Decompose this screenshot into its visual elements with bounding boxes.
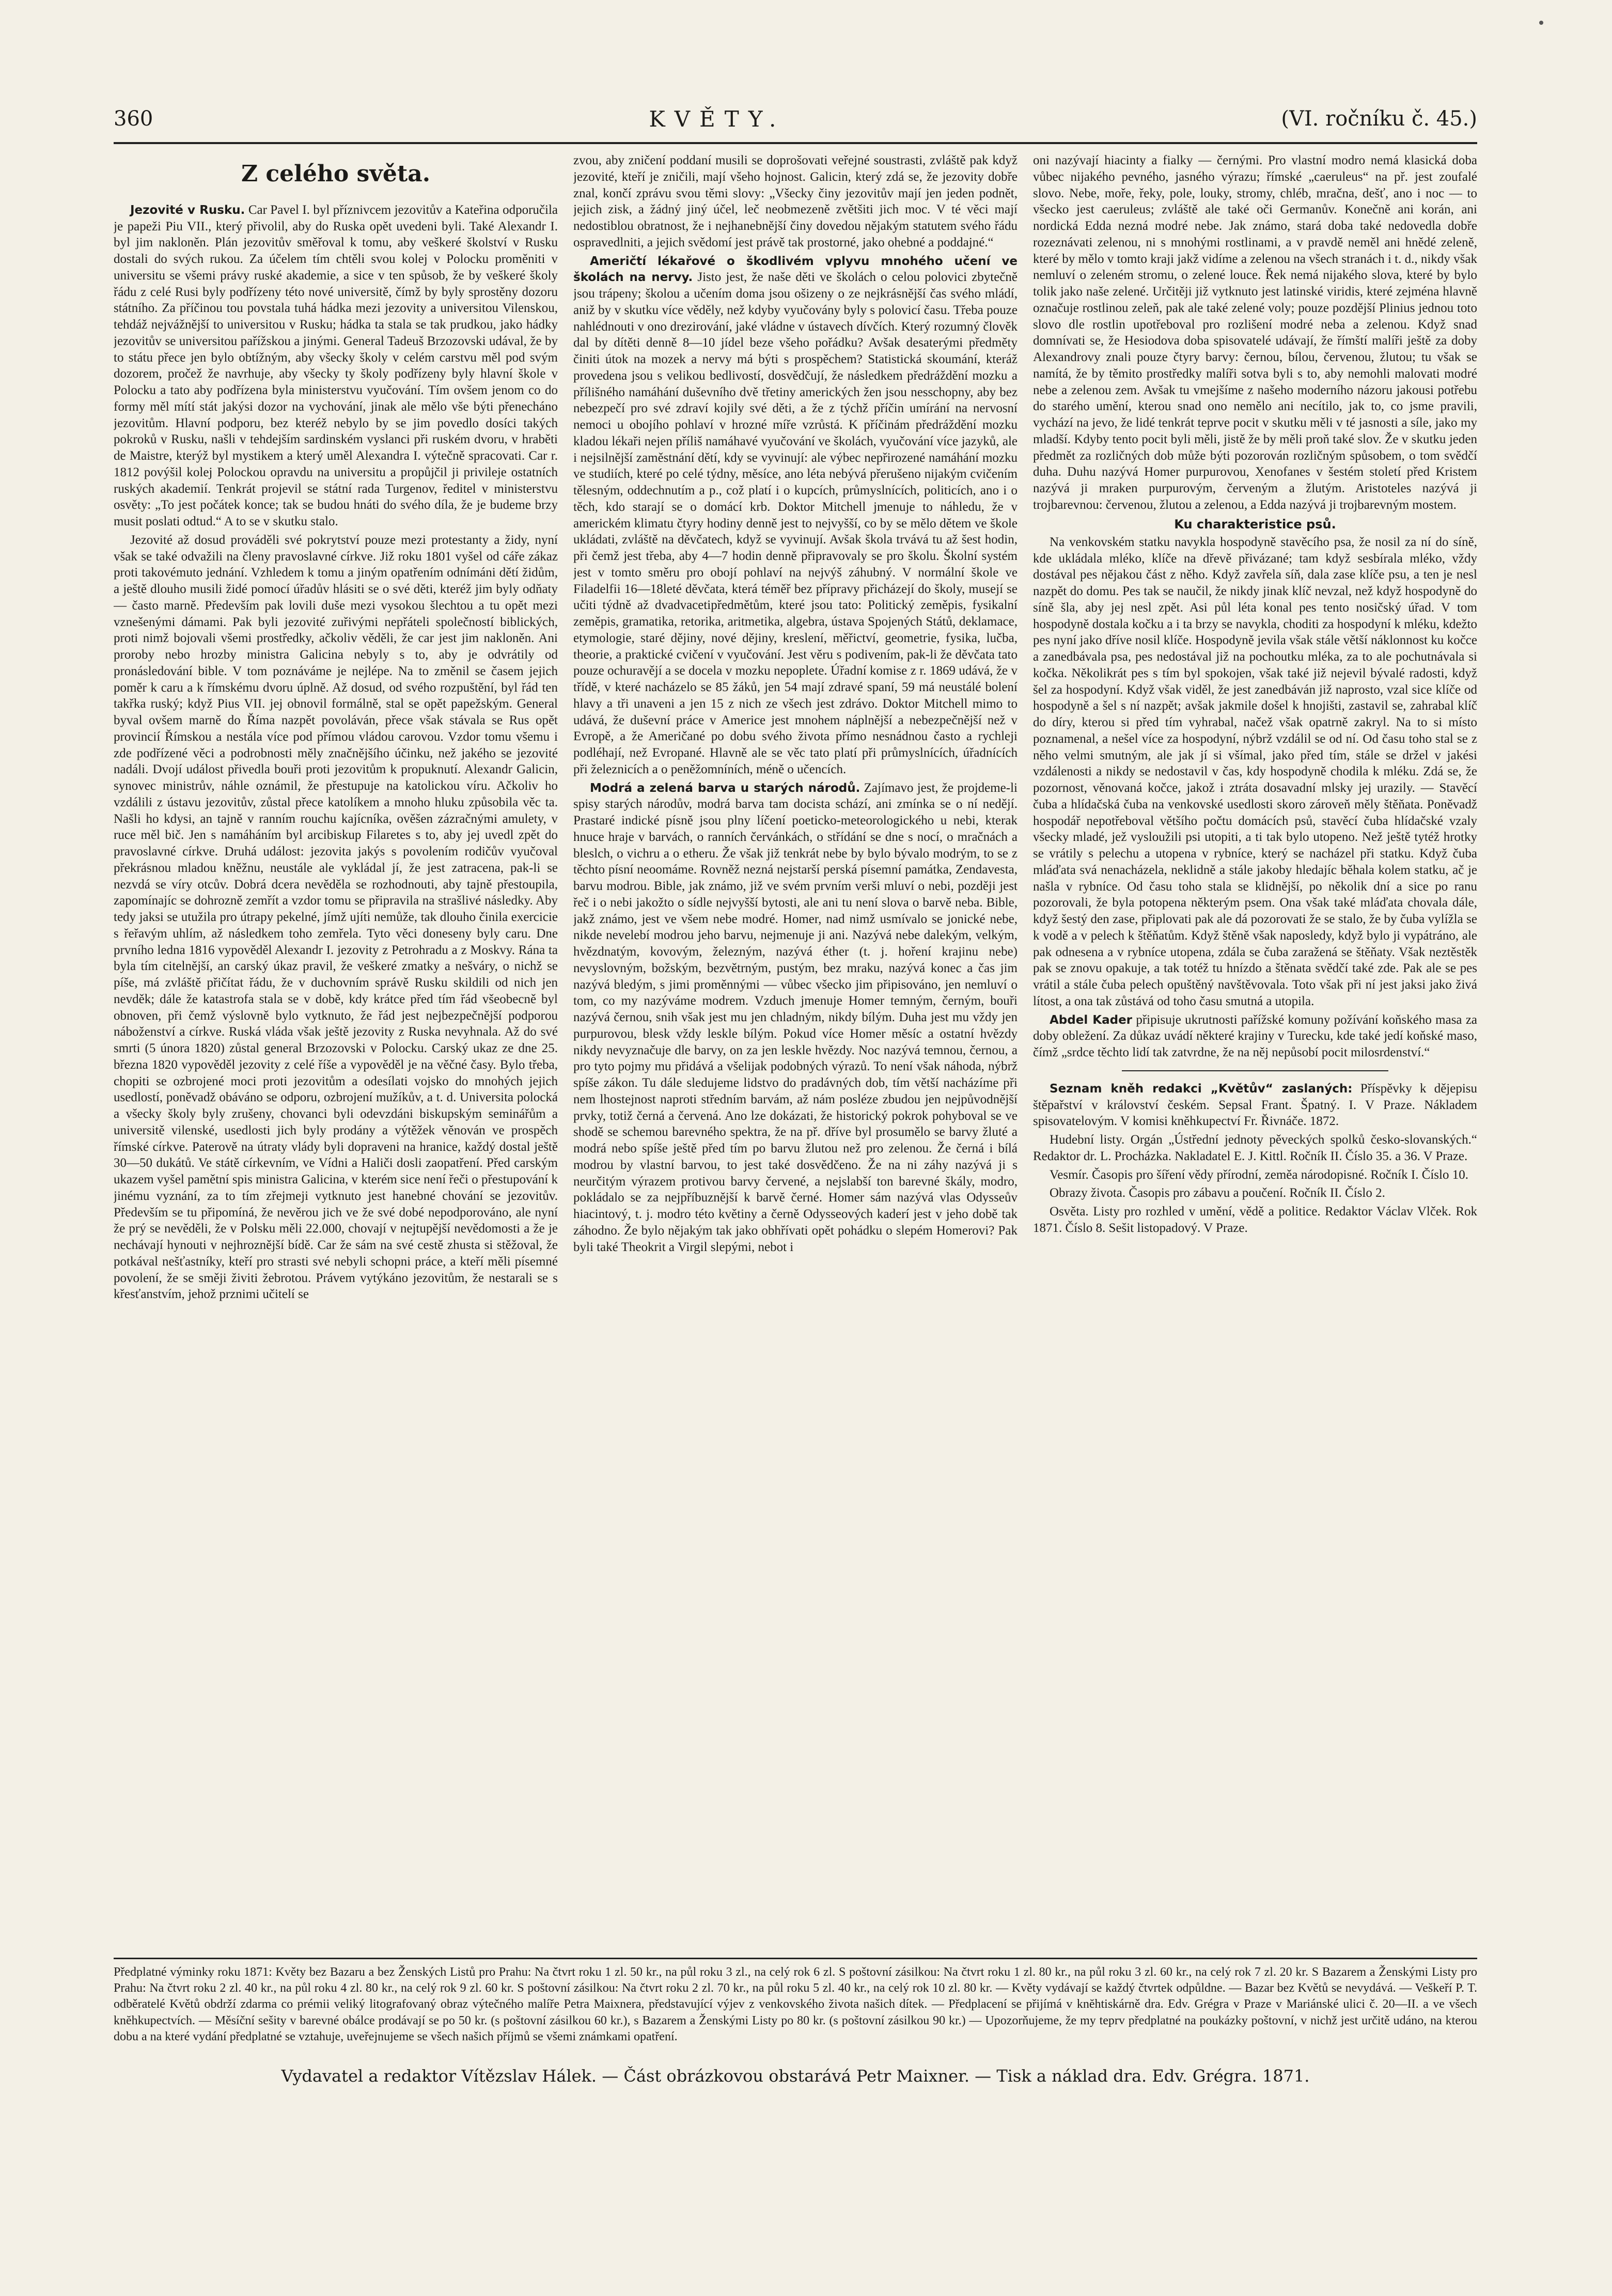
article-lead: Modrá a zelená barva u starých národů.	[590, 781, 860, 795]
article-jesuits	[114, 202, 558, 530]
article-lead: Abdel Kader	[1050, 1013, 1133, 1027]
header-rule	[114, 142, 1477, 144]
article-text: Jisto jest, že naše děti ve školách o celou polovici zbytečně jsou trápeny; školou a učením doma jsou ošizeny o ze nejkrásnější čas svého mládí, aniž by v skutku více věděly, než kdyby vyučovány byly s polovicí času. Třeba pouze nahlédnouti v ono drezirování, jaké vládne v ústavech dívčích. Který rozumný člověk dal by dítěti denně 8—10 jídel beze všeho pořádku? Avšak desaterými předměty činiti útok na mozek a nervy má býti s prospěchem? Statistická skoumání, kteráž provedena jsou s velikou bedlivostí, dosvědčují, že následkem předráždění mozku a přílišného namáhání duševního dvě třetiny amerických žen jsou nesschopny, aby bez nebezpečí pro své zdraví kojily své děti, a že z týchž příčin umírání na nervosní nemoci u obojího pohlaví v hrozné míře vzrůstá. K příčinám předráždění mozku kladou lékaři nejen příliš namáhavé vyučování ve školách, vyučování více jazyků, ale i nejsilnější zaměstnání dětí, kdy se vyvinují: ale výbec nepřirozené namáhání mozku ve studiích, které po celé týdny, měsíce, ano léta nebývá přerušeno nijakým cvičením tělesným, oddechnutím a p., což platí i o kupcích, průmyslnících, politicích, ano i o těch, kdo starají se o domácí krb. Doktor Mitchell jmenuje to náhledu, že v americkém klimatu čtyry hodiny denně jest to nejvyšší, co by se mělo dětem ve škole ukládati, zvláště na děvčatech, když se vyvinují. Avšak škola trvává tu až šest hodin, při čemž jest třeba, aby 4—7 hodin denně připravovaly se pro školu. Školní systém jest v tomto směru pro obojí pohlaví na nejvýš záhubný. V normální škole ve Filadelfii 16—18leté děvčata, která téměř bez přípravy přicházejí do školy, musejí se učiti týdně až dvadvacetipředmětům, které jsou tato: Politický zeměpis, fysikalní zeměpis, gramatika, retorika, aritmetika, algebra, ústava Spojených Států, deklamace, etymologie, staré dějiny, nové dějiny, kreslení, měřictví, geometrie, fysika, lučba, theorie, a praktické cvičení v vyučování. Jest věru s podivením, pak-li že děvčata tato pouze ochuravějí a se docela v mozku nepoplete. Úřadní komise z r. 1869 udává, že v třídě, v které nacházelo se 85 žáků, jen 54 mají zdravé spaní, 59 má neustálé bolení hlavy a tři unaveni a jen 15 z nich ze všech jest zdrávo. Doktor Mitchell mimo to udává, že duševní práce v Americe jest mnohem náplnější a nebezpečnější než v Evropě, a že Američané po dobu svého života přímo nesnádnou často a rychleji podléhají, než Evropané. Hlavně ale se věc tato platí při průmyslnících, úřadnících při železnicích a o peněžomníních, méně o učencích.	[573, 270, 1018, 776]
newspaper-page	[114, 103, 1477, 2169]
article-heading: Ku charakteristice psů.	[1174, 517, 1336, 532]
article-text: Jezovité až dosud prováděli své pokrytství pouze mezi protestanty a židy, nyní však se také odvažili na členy pravoslavné církve. Již roku 1801 vyšel od cáře zákaz proti takovémuto jednání. Vzhledem k tomu a jiným opatřením odnímáni dětí židům, a ještě dlouho musili židé pomocí úřadův hlásiti se o své děti, kteréž jim byly odňaty — často marně. Především pak lovili duše mezi vysokou šlechtou a tu opět mezi vznešenými dámami. Pak byli jezovité zuřivými nepřáteli společností biblických, proti nimž bojovali všemi prostředky, ačkoliv věděli, že car jest jim nakloněn. Ani proroby nebo hrozby ministra Galicina nebyly s to, aby je odvrátily od pronásledování bible. V tom poznáváme je nejlépe. Na to změnil se časem jejich poměr k caru a k římskému dvoru úplně. Až dosud, od svého rozpuštění, byl řád ten takřka ruský; když Pius VII. jej obnovil formálně, stal se opět papežským. General byval ovšem marně do Říma nazpět povoláván, přece však stávala se Rus opět provincií Římskou a nestála více pod přímou vládou carovou. Vzdor tomu všemu i zde podřízené věci a podrobnosti měly značnějšího účinku, než jakého se jezovité nadáli. Dvojí událost přivedla bouři proti jezovitům k propuknutí. Alexandr Galicin, synovec ministrův, náhle oznámil, že přestupuje na katolickou víru. Ačkoliv ho vzdálili z ústavu jezovitův, zůstal přece katolíkem a mnoho hluku způsobila věc ta. Našli ho kdysi, an tajně v ranním rouchu kajícníka, ověšen zázračnými amulety, v ruce měl bič. Jen s namáháním byl arcibiskup Filaretes s to, aby jej uvedl zpět do pravoslavné církve. Druhá událost: jezovita jakýs s povolením rodičův vyučoval překrásnou mladou kněžnu, neustále ale vykládal jí, že jest zatracena, pak-li se nezvdá se víry otcův. Dobrá dcera nevěděla se rozhodnouti, aby tajně přestoupila, zapomínajíc se dohrozně zemřít a vzdor tomu se připravila na strašlivé následky. Aby tedy jaksi se utužila pro útrapy pekelné, jímž ujíti nemůže, tak dlouho činila exercicie s řeřavým uhlím, až následkem toho zemřela. Tyto věci doneseny byly caru. Dne prvního ledna 1816 vypověděl Alexandr I. jezovity z Petrohradu a z Moskvy. Rána ta byla tím citelnější, an carský úkaz pravil, že veškeré zmatky a nešváry, o nichž se píše, má zvláště přičítat řádu, že v duchovním správě Rusku skildili od nich jen nevděk; dále že katastrofa stala se v době, kdy krátce před tím řád všeobecně byl obnoven, při čemž výslovně bylo vytknuto, že řád jest nejbezpečnější podporou náboženství a církve. Ruská vláda však ještě jezovity z Ruska nevyhnala. Až do své smrti (5 února 1820) zůstal general Brzozovski v Polocku. Carský ukaz ze dne 25. března 1820 vypověděl jezovity z celé říše a vypověděl je na věčné časy. Bylo třeba, chopiti se ozbrojené moci proti jezovitům a odesílati vojsko do mnohých jejich usedlostí, poněvadž obáváno se odporu, ozbrojení mužíkův, a t. d. Universita polocká a všecky školy byly zrušeny, chovanci byli odevzdáni biskupským seminářům a universitě vilenské, usedlosti jich byly prodány a výtěžek věnován ve prospěch římské církve. Paterově na útraty vlády byli dopraveni na hranice, každý dostal ještě 30—50 dukátů. Ve státě církevním, ve Vídni a Haliči dosli zaopatření. Před carským ukazem vyšel pamětní spis ministra Galicina, v kterém sice není řeči o přestupování k jinému vyznání, za to tím zřejmeji vytknuto jest hanebné chování se jezovitův. Především se tu připomíná, že nevěrou jich ve že své dobé nepodporováno, ale nyní že prý se nevěděli, že v Polsku měli 22.000, chovají v nejtupější nevědomosti a že je nechávají hynouti v nejhroznější bídě. Car že sám na své cestě zhusta si stěžoval, že potkával nešťastníky, kteří pro strasti své nebyli schopni práce, a kteří měli písemné povolení, že se směji živiti žebrotou. Právem vytýkáno jezovitům, že nestarali se s křesťanstvím, jehož prznimi učitelí se	[114, 533, 558, 1302]
books-entry: Obrazy života. Časopis pro zábavu a poučení. Ročník II. Číslo 2.	[1050, 1186, 1385, 1200]
article-text: Na venkovském statku navykla hospodyně stavěcího psa, že nosil za ní do síně, kde ukládala mléko, klíče na dřevě přivázané; tam když sesbírala mléko, vždy dostával pes nějakou část z něho. Když zavřela síň, dala zase klíče psu, a ten je nesl nazpět do domu. Pes tak se naučil, že nikdy jinak klíč nevzal, než když hospodyně do síně šla, aby jej nesl zpět. Asi půl léta konal pes tento nosičský úřad. V tom hospodyně dostala kočku a i ta brzy se navykla, choditi za hospodyní k mléku, kdežto pes nyní jako dříve nosil klíče. Hospodyně jevila však stále větší náklonnost ku kočce a zanedbávala psa, pes nedostával již na pochoutku mléka, za to ale pochutnávala si kočka. Několikrát pes s tím byl spokojen, však také již nejevil bývalé radosti, když šel za hospodyní. Když však viděl, že jest zanedbáván již naprosto, vzal sice klíče od hospodyně a šel s ní nazpět; avšak jakmile došel k hnojišti, zastavil se, zahrabal klíč do díry, kterou si před tím vyhrabal, načež však opatrně zakryl. Na to si místo poznamenal, a nešel více za hospodyní, nýbrž vzdálil se od ní. Od času toho stal se z něho velmi smutným, ale jak jí si všímal, jako před tím, stále se držel v jakési vzdálenosti a nikdy se nedostavil v čas, kdy hospodyně chodila k mléku. Zdá se, že pozornost, věnovaná kočce, jakož i ztráta dosavadní mlsky jej urazily. — Stavěcí čuba a hlídačská čuba na venkovské usedlosti skoro zároveň měly štěňata. Poněvadž hospodář nepotřeboval většího počtu domácích psů, stavěcí čuba hlídačské vzaly všecky mladé, jež vysloužili psi utopiti, a ti tak bylo utopeno. Než ještě tytéž hrotky se vrátily s pelechu a utopena v rybníce, který se nacházel při statku. Když čuba mláďata svá nenacházela, neklidně a stále jakoby hledajíc běhala kolem statku, ač je našla v rybníce. Od času toho stala se klidnější, po několik dní a sice po ranu pozorovali, že byla potopena některým psem. Ona však také mláďata chovala dále, když šestý den zase, připlovati pak ale dá pozorovati že se stalo, že by čuba vylížla se k vodě a v pelech k štěňatům. Když štěně však naposledy, když bylo ji vypátráno, ale pak odnesena a v rybníce utopena, zdála se čuba zaražená se štěňaty. Však neztěstěk pak se znovu opakuje, a tak totéž tu hnízdo a štěnata svědčí také zde. Pak ale se pes vrátil a stále čuba pelech opuštěný navštěvovala. Toto však při ní jest jaksi jako živá lítost, a ona tak zůstává od toho času smutná a utopila.	[1033, 535, 1477, 1008]
subscription-info: Předplatné výminky roku 1871: Květy bez Bazaru a bez Ženských Listů pro Prahu: Na čtvrt roku 1 zl. 50 kr., na půl roku 3 zl., na celý rok 6 zl. S poštovní zásilkou: Na čtvrt roku 1 zl. 80 kr., na půl roku 3 zl. 60 kr., na celý rok 7 zl. 20 kr. S Bazarem a Ženskými Listy pro Prahu: Na čtvrt roku 2 zl. 40 kr., na půl roku 4 zl. 80 kr., na celý rok 9 zl. 60 kr. S poštovní zásilkou: Na čtvrt roku 2 zl. 70 kr., na půl roku 5 zl. 40 kr., na celý rok 10 zl. 80 kr. — Květy vydávají se každý čtvrtek odpůldne. — Bazar bez Květů se nevydává. — Veškeří P. T. odběratelé Květů obdrží zdarma co prémii veliký litografovaný obraz výtečného malíře Petra Maixnera, představující výjev z venkovského života našich dítek. — Předplacení se přijímá v knĕhtiskárně dra. Edv. Grégra v Praze v Mariánské ulici č. 20—II. a ve všech knĕhkupectvích. — Měsíční sešity v barevné obálce prodávají se po 50 kr. (s poštovní zásilkou 60 kr.), s Bazarem a Ženskými Listy po 80 kr. (s poštovní zásilkou 90 kr.) — Upozorňujeme, že my teprv předplatné na poukázky poštovní, v nichž jest určitě udáno, na kterou dobu a na které vydání předplatné se vztahuje, uveřejnujeme se všech našich příjmů se všemi známkami opatření.	[114, 1965, 1477, 2043]
page-speck	[1539, 21, 1543, 25]
column-2	[573, 152, 1018, 1947]
books-entry	[1033, 1081, 1477, 1130]
books-entry: Vesmír. Časopis pro šíření vědy přírodní, zeměa národopisné. Ročník I. Číslo 10.	[1050, 1167, 1468, 1182]
books-list	[1033, 1081, 1477, 1237]
column-1	[114, 152, 558, 1947]
article-colors	[573, 780, 1018, 1256]
section-title: Z celého světa.	[241, 161, 431, 187]
imprint-line: Vydavatel a redaktor Vítězslav Hálek. — Část obrázkovou obstarává Petr Maixner. — Tisk a náklad dra. Edv. Grégra. 1871.	[281, 2066, 1310, 2086]
article-lead: Američtí lékařové o škodlivém vplyvu mnohého učení ve školách na nervy.	[573, 254, 1018, 285]
article-abdel-kader	[1033, 1012, 1477, 1061]
magazine-title: KVĚTY.	[649, 106, 786, 132]
article-text: oni nazývají hiacinty a fialky — černými. Pro vlastní modro nemá klasická doba vůbec nijakého pevného, jasného výrazu; římské „caeruleus“ na př. jest zoufalé slovo. Nebe, moře, řeky, pole, louky, stromy, chléb, mračna, dešť, ano i noc — to všecko jest caeruleus; zvláště ale také oči Germanův. Konečně ani korán, ani nordická Edda nezná modré nebe. Jak známo, stará doba také nedovedla dobře rozeznávati zelenou, ni s mnohými rostlinami, a v pravdě neměl ani hnědé zeleně, které by mělo v tomto kraji jakž vidíme a zelenou na všech stranách i t. d., nikdy však nemluví o zeleném stromu, o zelené louce. Řek nemá nijakého slova, které by bylo tolik jako naše zelené. Určitěji již vytknuto jest latinské viridis, které zejména hlavně označuje rostlinou zeleň, pak ale také zelené voly; pouze pozdější Plinius jednou toto slovo dle rostlin upotřeboval pro rozlišení modré neba a zelenou. Když snad domnívati se, že Hesiodova doba spisovatelé udávají, že římští malíři ještě za doby Alexandrovy znali pouze čtyry barvy: černou, bílou, červenou, žlutou; tu však se namítá, že by těmito prostředky malíři sotva byli s to, aby nemohli malovati modré nebe a zelenou zem. Avšak tu vmejšíme z našeho moderního názoru jakousi potřebu do starého umění, kterou snad ono nemělo ani necítilo, jak to, co jsme pravili, vychází na jevo, že lidé tenkrát teprve pocit v skutku měli v té jasnosti a síle, jako my mladší. Kdyby tento pocit byli měli, jistě že by měli proň také slov. Že v skutku jeden předmět za rozličných dob může býti pozorován rozličným spůsobem, o tom svědčí duha. Duhu nazývá Homer purpurovou, Xenofanes v šestém století před Kristem nazývá ji mraken purpurovým, červeným a žlutým. Aristoteles nazývá ji trojbarevnou: červenou, žlutou a zelenou, a Edda nazývá ji trojbarevným mostem.	[1033, 153, 1477, 512]
article-text: Car Pavel I. byl příznivcem jezovitův a Kateřina odporučila je papeži Piu VII., který přivolil, aby do Ruska opět uvedeni byli. Také Alexandr I. byl jim nakloněn. Plán jezovitův směřoval k tomu, aby veškeré školství v Rusku dostali do svých rukou. Za účelem tím chtěli svou kolej v Polocku proměniti v universitu se všemi právy ruské akademie, a sice v ten spůsob, že by veškeré školy řádu z celé Rusi byly podřízeny této nové universitě, čímž by byly sprostěny dozoru státního. Za příčinou tou povstala tuhá hádka mezi jezovity a universitou Vilenskou, tehdáž nejvážnější to universitou v Rusku; hádka ta stala se tak prudkou, jako hádky jezovitův se universitou pařížskou a jinými. General Tadeuš Brzozovski udával, že by to státu přece jen bylo obtížným, aby všecky školy v celém carstvu měl pod svým dozorem, pročež že navrhuje, aby všecky ty školy podřízeny byly hlavní škole v Polocku a tato aby podřízena byla ministerstvu vyučování. Tím ovšem jenom co do formy měl mítí stát jakýsi dozor na vychování, jinak ale mělo vše býti přenecháno jezovitům. Hlavní podporu, bez kteréž nebylo by se jim povedlo dosíci takých pokroků v Rusku, našli v tehdejším sardinském vyslanci při ruském dvoru, v hraběti de Maistre, kterýž byl mystikem a který uměl Alexandra I. výtečně spracovati. Car r. 1812 povýšil kolej Polockou opravdu na universitu a propůjčil ji privileje ostatních ruských akademií. Tenkrát projevil se státní rada Turgenov, ředitel v ministerstvu osvěty: „To jest počátek konce; tak se budou hnáti do svého díla, že je budeme brzy musit poslati odtud.“ A to se v skutku stalo.	[114, 202, 558, 529]
article-doctors	[573, 253, 1018, 778]
page-header	[114, 103, 1477, 134]
article-text: Zajímavo jest, že projdeme-li spisy starých národův, modrá barva tam docista schází, ani zmínka se o ní nedějí. Prastaré indické písně jsou plny líčení poeticko-meteorologického u nebi, kterak hnuce hraje v barvách, o ranních červánkách, o střídání se dne s nocí, o mračnách a bleslch, o vichru a o etheru. Že však již tenkrát nebe by bylo bývalo modrým, to se z těchto písní neoomáme. Rovněž nezná nejstarší perská písemní památka, Zendavesta, barvu modrou. Bible, jak známo, již ve svém prvním verši mluví o nebi, později jest řeč i o nebi jakožto o sídle nejvyšší bytosti, ale ani tu není slova o barvě neba. Bible, jakž známo, jest ve všem nebe modré. Homer, nad nimž usmívalo se jonické nebe, nikde nevelebí modrou jeho barvu, nejmenuje ji ani. Nazývá nebe dalekým, velkým, hvězdnatým, kovovým, železným, nazývá éther (t. j. hoření krajinu nebe) nevyslovným, božským, bezvětrným, pustým, bez mraku, nazývá konec a čas jim nazývá bledým, s jimi proměnnými — vůbec všecko jim připisováno, jen nemluví o tom, co my nazýváme modrem. Vzduch jmenuje Homer temným, černým, bouři nazývá černou, snih však jest mu jen chladným, nikdy bílým. Duha jest mu vždy jen purpurovou, blesk vždy leskle bílým. Pokud více Homer měsíc a ostatní hvězdy nikdy nevyznačuje dle barvy, on za jen leskle hvězdy. Noc nazývá temnou, černou, a pro tyto pojmy mu přidává a všelijak podobných výrazů. To není však náhoda, nýbrž spíše zákon. Tu dále sledujeme lidstvo do pradávných dob, tím větší nacházíme při nem lhostejnost naproti středním barvám, až nám posléze zbudou jen nejpůvodnější prvky, totiž černá a červená. Ano lze dokázati, že historický pokrok pohyboval se ve shodě se schemou barevného spektra, že na př. dříve byl prosumělo se barvy žluté a modrá nebo spíše ještě před tím po barvu žlutou než pro zelenou. Že černá i bílá modrou by vlastní barvou, to jest také dosvědčeno. Že na ni záhy nazývá ji s neurčitým výrazem protivou barvy červené, a nejslabší ton barevné škály, modro, pokládalo se za nejpříbuznější k barvě černé. Homer sám nazývá vlas Odysseův hiacintový, t. j. modro této květiny a černě Odysseových kaderí jest v jeho době tak záhodno. Že bylo nějakým tak jako obhřívati opět pohádku o slepém Homerovi? Pak byli také Theokrit a Virgil slepými, nebot i	[573, 780, 1018, 1254]
article-text: připisuje ukrutnosti pařížské komuny požívání koňského masa za doby obležení. Za důkaz uvádí některé krajiny v Turecku, kde také jedí koňské maso, čímž „srdce těchto lidí tak zatvrdne, že na něj nepůsobí pocit milosrdenství.“	[1033, 1012, 1477, 1060]
page-footer	[114, 1958, 1477, 2087]
books-text: Příspěvky k dějepisu štěpařství v království českém. Sepsal Frant. Špatný. I. V Praze. Nákladem spisovatelovým. V komisi knĕhkupectví Fr. Řivnáče. 1872.	[1033, 1081, 1477, 1129]
column-3	[1033, 152, 1477, 1947]
books-title: Seznam kněh redakci „Květův“ zaslaných:	[1050, 1082, 1353, 1096]
books-entry: Hudební listy. Orgán „Ústřední jednoty pěveckých spolků česko-slovanských.“ Redaktor dr. L. Procházka. Nakladatel E. J. Kittl. Ročník II. Číslo 35. a 36. V Praze.	[1033, 1133, 1477, 1163]
article-text: zvou, aby zničení poddaní musili se doprošovati veřejné soustrasti, zvláště pak když jezovité, kteří je zničili, mají všeho hojnost. Galicin, který zdá se, že jezovity dobře znal, končí zprávu svou těmi slovy: „Všecky činy jezovitův mají jen jeden podnět, jejich zisk, a žádný jiný účel, leč neobmezeně zvětšiti jich moc. V té věci mají nedostiblou obratnost, že i nejhanebnější činy dovedou nějakým statutem svého řádu ospravedlniti, a jejich svědomí jest právě tak prostorné, jako ohebné a poddajné.“	[573, 153, 1018, 249]
section-divider	[1122, 1070, 1388, 1071]
page-number: 360	[114, 107, 153, 131]
article-lead: Jezovité v Rusku.	[130, 203, 245, 217]
article-columns	[114, 152, 1477, 1947]
issue-label: (VI. ročníku č. 45.)	[1281, 107, 1477, 131]
books-entry: Osvěta. Listy pro rozhled v umění, vědě a politice. Redaktor Václav Vlček. Rok 1871. Číslo 8. Sešit listopadový. V Praze.	[1033, 1205, 1477, 1235]
